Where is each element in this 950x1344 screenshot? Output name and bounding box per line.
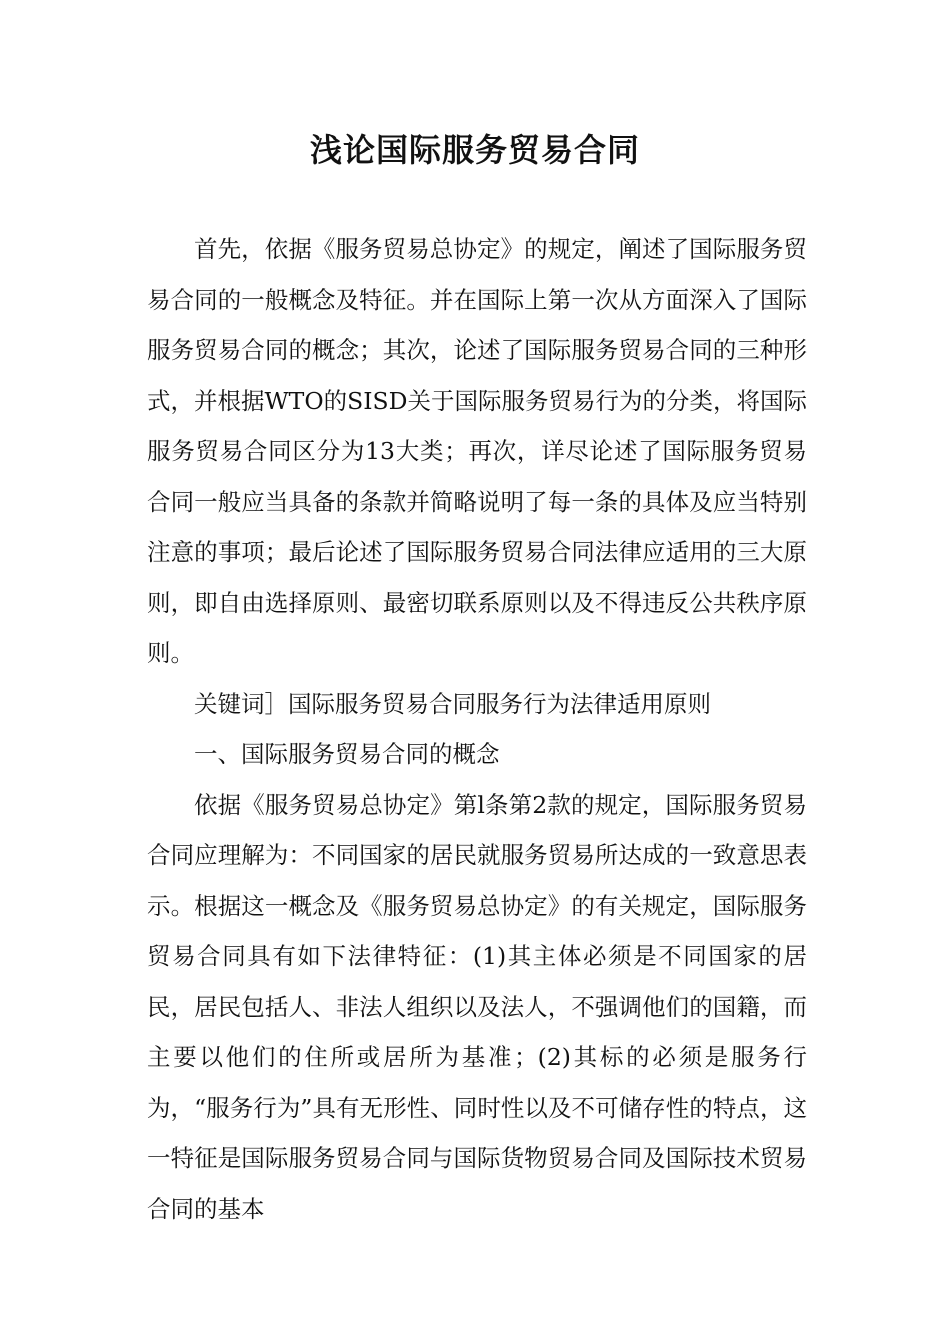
section-heading: 一、国际服务贸易合同的概念 [194, 740, 500, 768]
document-title: 浅论国际服务贸易合同 [309, 131, 640, 169]
document-body [147, 224, 807, 1234]
keywords-paragraph: 关键词］国际服务贸易合同服务行为法律适用原则 [194, 689, 711, 718]
body-paragraph: 依据《服务贸易总协定》第l条第2款的规定，国际服务贸易合同应理解为：不同国家的居民就服务贸易所达成的一致意思表示。根据这一概念及《服务贸易总协定》的有关规定，国际服务贸易合同具有如下法律特征：(1)其主体必须是不同国家的居民，居民包括人、非法人组织以及法人，不强调他们的国籍，而主要以他们的住所或居所为基准；(2)其标的必须是服务行为，“服务行为”具有无形性、同时性以及不可储存性的特点，这一特征是国际服务贸易合同与国际货物贸易合同及国际技术贸易合同的基本 [147, 790, 807, 1223]
abstract-paragraph: 首先，依据《服务贸易总协定》的规定，阐述了国际服务贸易合同的一般概念及特征。并在国际上第一次从方面深入了国际服务贸易合同的概念；其次，论述了国际服务贸易合同的三种形式，并根据WTO的SISD关于国际服务贸易行为的分类，将国际服务贸易合同区分为13大类；再次，详尽论述了国际服务贸易合同一般应当具备的条款并简略说明了每一条的具体及应当特别注意的事项；最后论述了国际服务贸易合同法律应适用的三大原则，即自由选择原则、最密切联系原则以及不得违反公共秩序原则。 [147, 235, 807, 667]
